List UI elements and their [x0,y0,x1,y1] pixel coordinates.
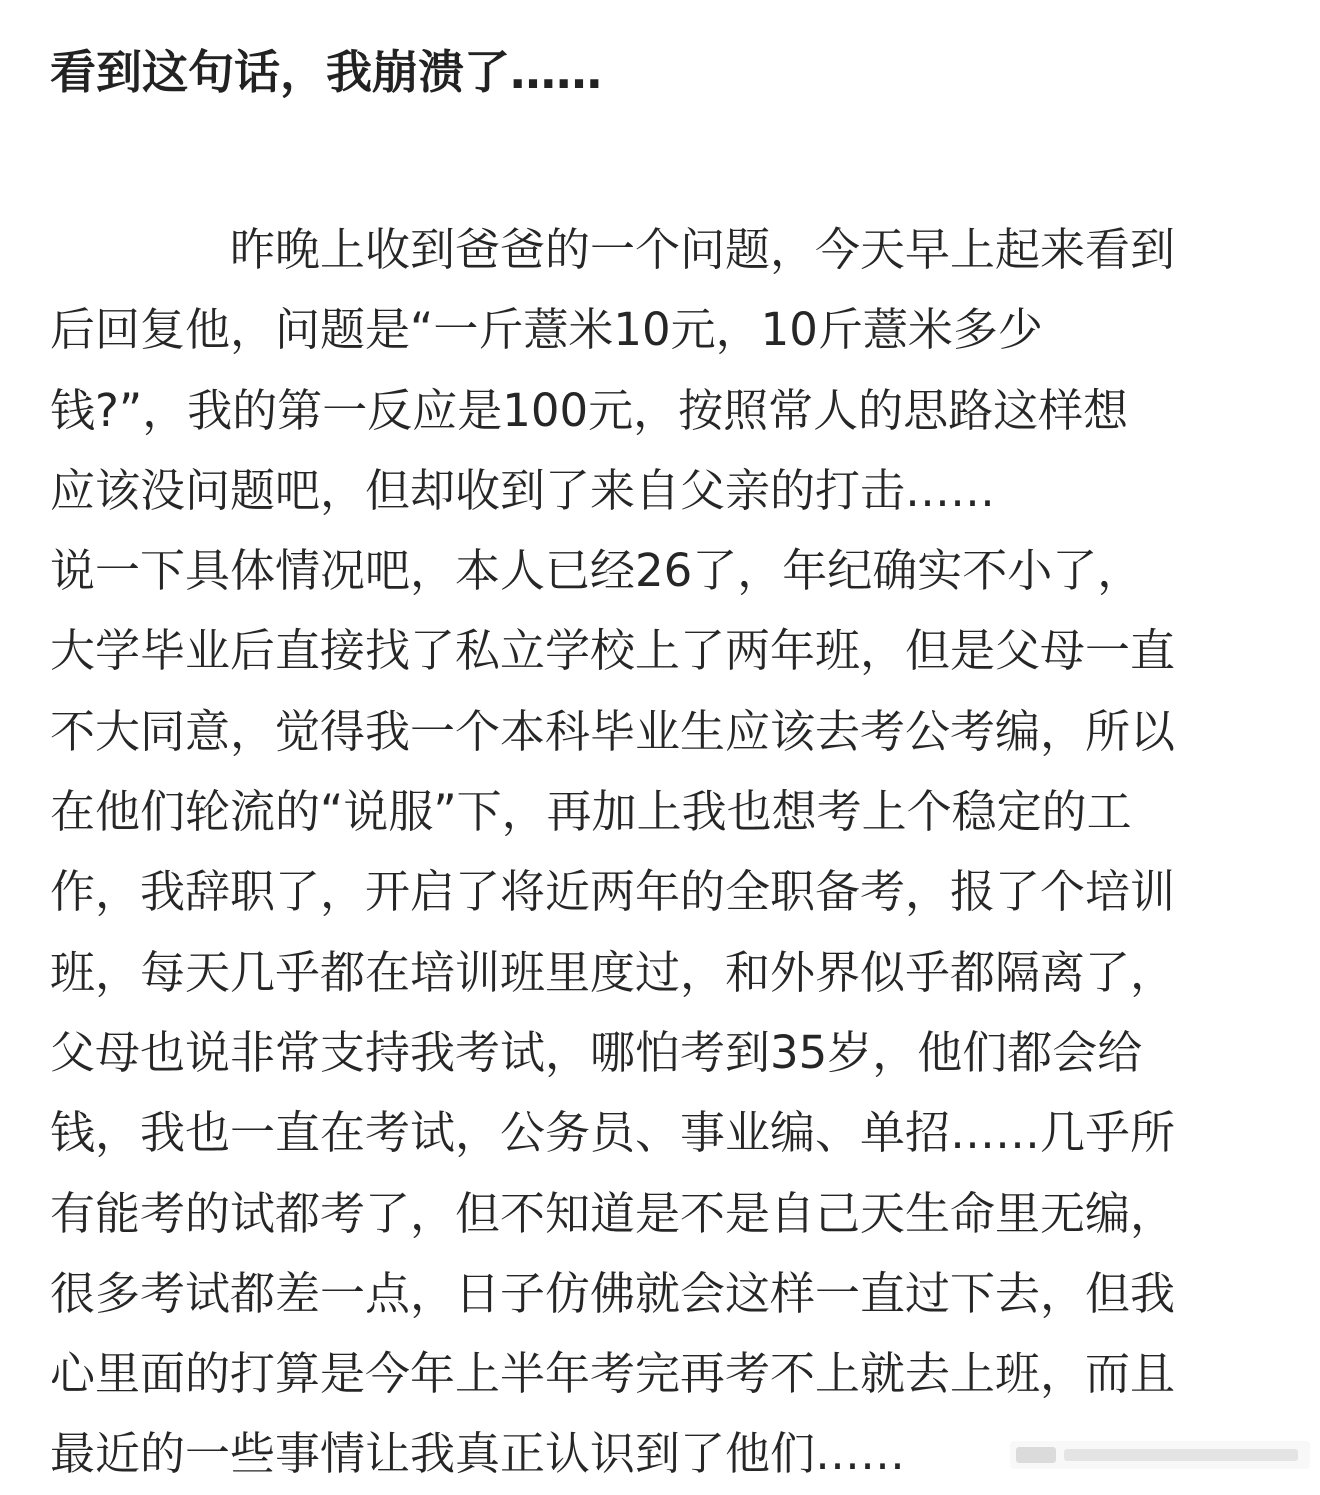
body-line: 应该没问题吧，但却收到了来自父亲的打击…… [50,463,996,517]
body-line: 很多考试都差一点，日子仿佛就会这样一直过下去，但我 [50,1266,1176,1320]
body-line: 说一下具体情况吧，本人已经26了，年纪确实不小了， [50,544,1143,598]
body-line: 心里面的打算是今年上半年考完再考不上就去上班，而且 [50,1347,1176,1401]
body-line: 钱，我也一直在考试，公务员、事业编、单招……几乎所 [50,1106,1176,1160]
body-line: 在他们轮流的“说服”下，再加上我也想考上个稳定的工 [50,785,1132,839]
body-line: 最近的一些事情让我真正认识到了他们…… [50,1427,906,1481]
body-line: 班，每天几乎都在培训班里度过，和外界似乎都隔离了， [50,945,1176,999]
article-title: 看到这句话，我崩溃了…… [50,45,602,99]
body-line: 昨晚上收到爸爸的一个问题，今天早上起来看到 [230,223,1176,276]
body-line: 钱?”，我的第一反应是100元，按照常人的思路这样想 [50,383,1129,437]
body-line: 不大同意，觉得我一个本科毕业生应该去考公考编，所以 [50,704,1176,758]
body-line: 父母也说非常支持我考试，哪怕考到35岁，他们都会给 [50,1025,1143,1079]
body-line: 作，我辞职了，开启了将近两年的全职备考，报了个培训 [50,865,1176,919]
watermark-logo [1010,1441,1310,1469]
body-line: 后回复他，问题是“一斤薏米10元，10斤薏米多少 [50,303,1043,357]
body-line: 有能考的试都考了，但不知道是不是自己天生命里无编， [50,1186,1176,1240]
body-line: 大学毕业后直接找了私立学校上了两年班，但是父母一直 [50,624,1176,678]
article-body [50,210,1275,1495]
